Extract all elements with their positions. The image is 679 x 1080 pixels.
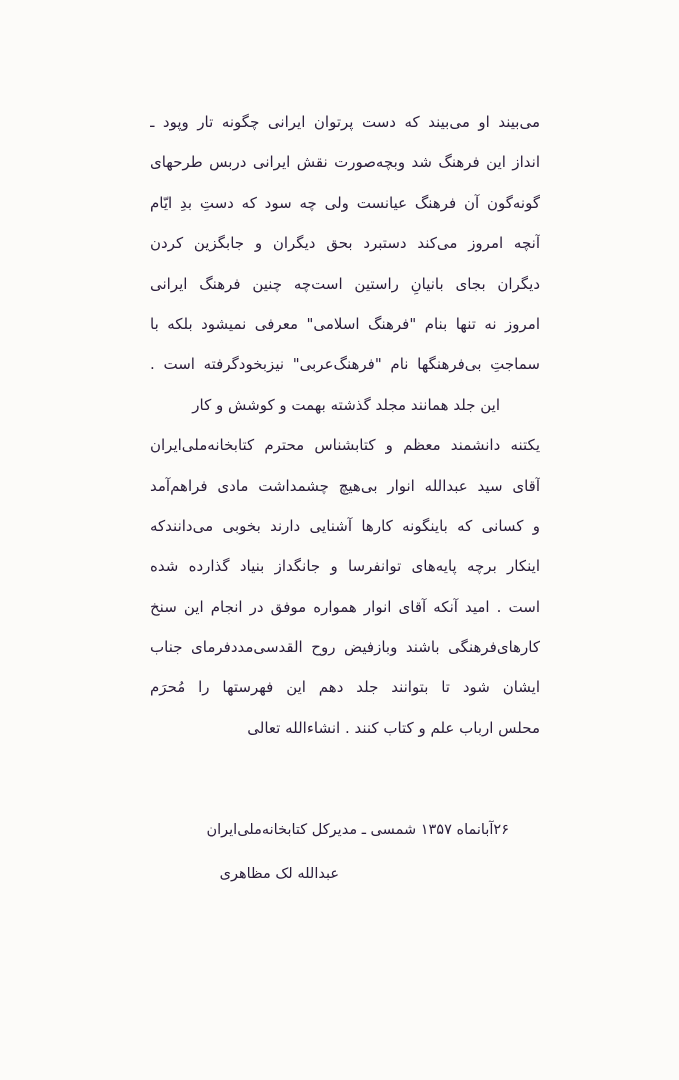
text-line: امروز نه تنها بنام "فرهنگ اسلامی" معرفی نمیشود بلکه با bbox=[150, 314, 540, 333]
text-line: سماجتِ بی‌فرهنگها نام "فرهنگ‌عربی" نیزبخودگرفته است . bbox=[150, 355, 540, 374]
text-line: انداز این فرهنگ شد وبچه‌صورت نقش ایرانی دربس طرحهای bbox=[150, 153, 540, 172]
text-line: است . امید آنکه آقای انوار همواره موفق در انجام این سنخ bbox=[150, 597, 540, 616]
text-line: دیگران بجای بانیانِ راستین است‌چه چنین فرهنگ ایرانی bbox=[150, 274, 540, 293]
text-line: و کسانی که باینگونه کارها آشنایی دارند بخوبی می‌دانندکه bbox=[150, 516, 540, 535]
text-line: آنچه امروز می‌کند دستبرد بحق دیگران و جابگزین کردن bbox=[150, 234, 540, 253]
text-line: یکتنه دانشمند معظم و کتابشناس محترم کتابخانه‌ملی‌ایران bbox=[150, 436, 540, 455]
text-line: کارهای‌فرهنگی باشند وبازفیض روح القدسی‌مددفرمای جناب bbox=[150, 638, 540, 657]
text-line: گونه‌گون آن فرهنگ عیانست ولی چه سود که دستِ بدِ ایّام bbox=[150, 193, 540, 212]
body-text bbox=[150, 102, 540, 748]
signature-date-line: ۲۶آبانماه ۱۳۵۷ شمسی ـ مدیرکل کتابخانه‌ملی‌ایران bbox=[206, 822, 509, 838]
text-line: آقای سید عبدالله انوار بی‌هیچ چشمداشت مادی فراهم‌آمد bbox=[150, 476, 540, 495]
text-line: محلس ارباب علم و کتاب کنند . انشاءالله تعالی bbox=[247, 718, 540, 737]
text-line: می‌بیند او می‌بیند که دست پرتوان ایرانی چگونه تار وپود ـ bbox=[150, 113, 540, 131]
text-line: این جلد همانند مجلد گذشته بهمت و کوشش و کار bbox=[192, 395, 500, 414]
text-line: ایشان شود تا بتوانند جلد دهم این فهرستها را مُحرَم bbox=[150, 678, 540, 697]
text-line: اینکار برچه پایه‌های توانفرسا و جانگداز بنیاد گذارده شده bbox=[150, 557, 540, 576]
signature-name: عبدالله لک مظاهری bbox=[219, 866, 339, 882]
